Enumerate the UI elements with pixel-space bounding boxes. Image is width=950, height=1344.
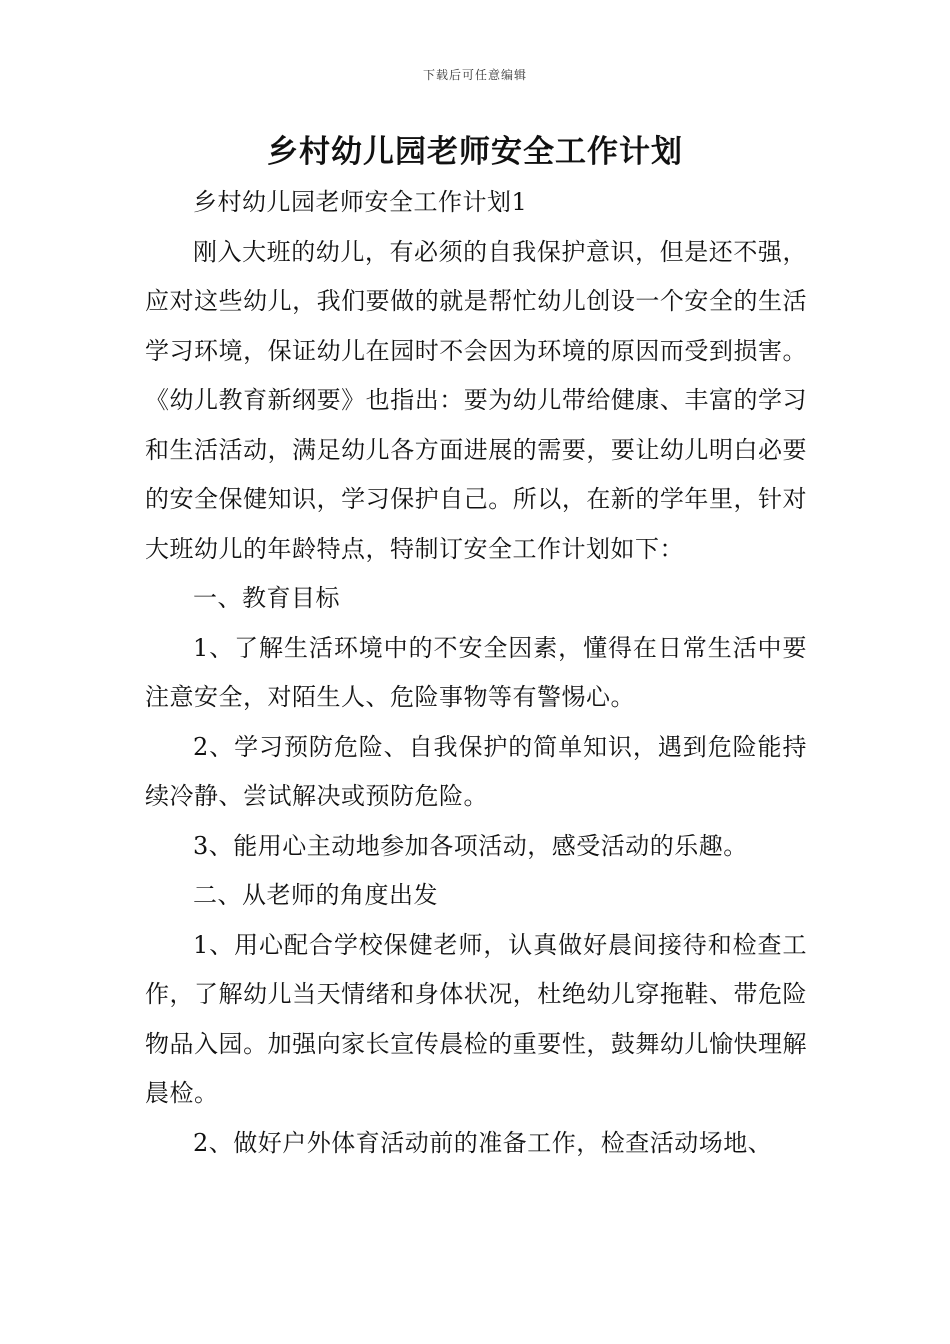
document-body <box>145 178 807 1168</box>
document-title: 乡村幼儿园老师安全工作计划 <box>267 134 683 170</box>
section-heading-goals: 一、教育目标 <box>193 584 340 612</box>
teacher-item-2: 2、做好户外体育活动前的准备工作，检查活动场地、 <box>193 1128 773 1157</box>
intro-paragraph: 刚入大班的幼儿，有必须的自我保护意识，但是还不强，应对这些幼儿，我们要做的就是帮忙幼儿创设一个安全的生活学习环境，保证幼儿在园时不会因为环境的原因而受到损害。《幼儿教育新纲要》也指出：要为幼儿带给健康、丰富的学习和生活活动，满足幼儿各方面进展的需要，要让幼儿明白必要的安全保健知识，学习保护自己。所以，在新的学年里，针对大班幼儿的年龄特点，特制订安全工作计划如下： <box>145 237 807 563</box>
section-subtitle: 乡村幼儿园老师安全工作计划1 <box>193 188 528 216</box>
goal-item-2: 2、学习预防危险、自我保护的简单知识，遇到危险能持续冷静、尝试解决或预防危险。 <box>145 732 807 810</box>
section-heading-teacher: 二、从老师的角度出发 <box>193 881 438 909</box>
goal-item-1: 1、了解生活环境中的不安全因素，懂得在日常生活中要注意安全，对陌生人、危险事物等有警惕心。 <box>145 633 807 711</box>
teacher-item-1: 1、用心配合学校保健老师，认真做好晨间接待和检查工作，了解幼儿当天情绪和身体状况，杜绝幼儿穿拖鞋、带危险物品入园。加强向家长宣传晨检的重要性，鼓舞幼儿愉快理解晨检。 <box>145 930 807 1107</box>
goal-item-3: 3、能用心主动地参加各项活动，感受活动的乐趣。 <box>193 831 748 860</box>
header-note: 下载后可任意编辑 <box>422 68 527 82</box>
